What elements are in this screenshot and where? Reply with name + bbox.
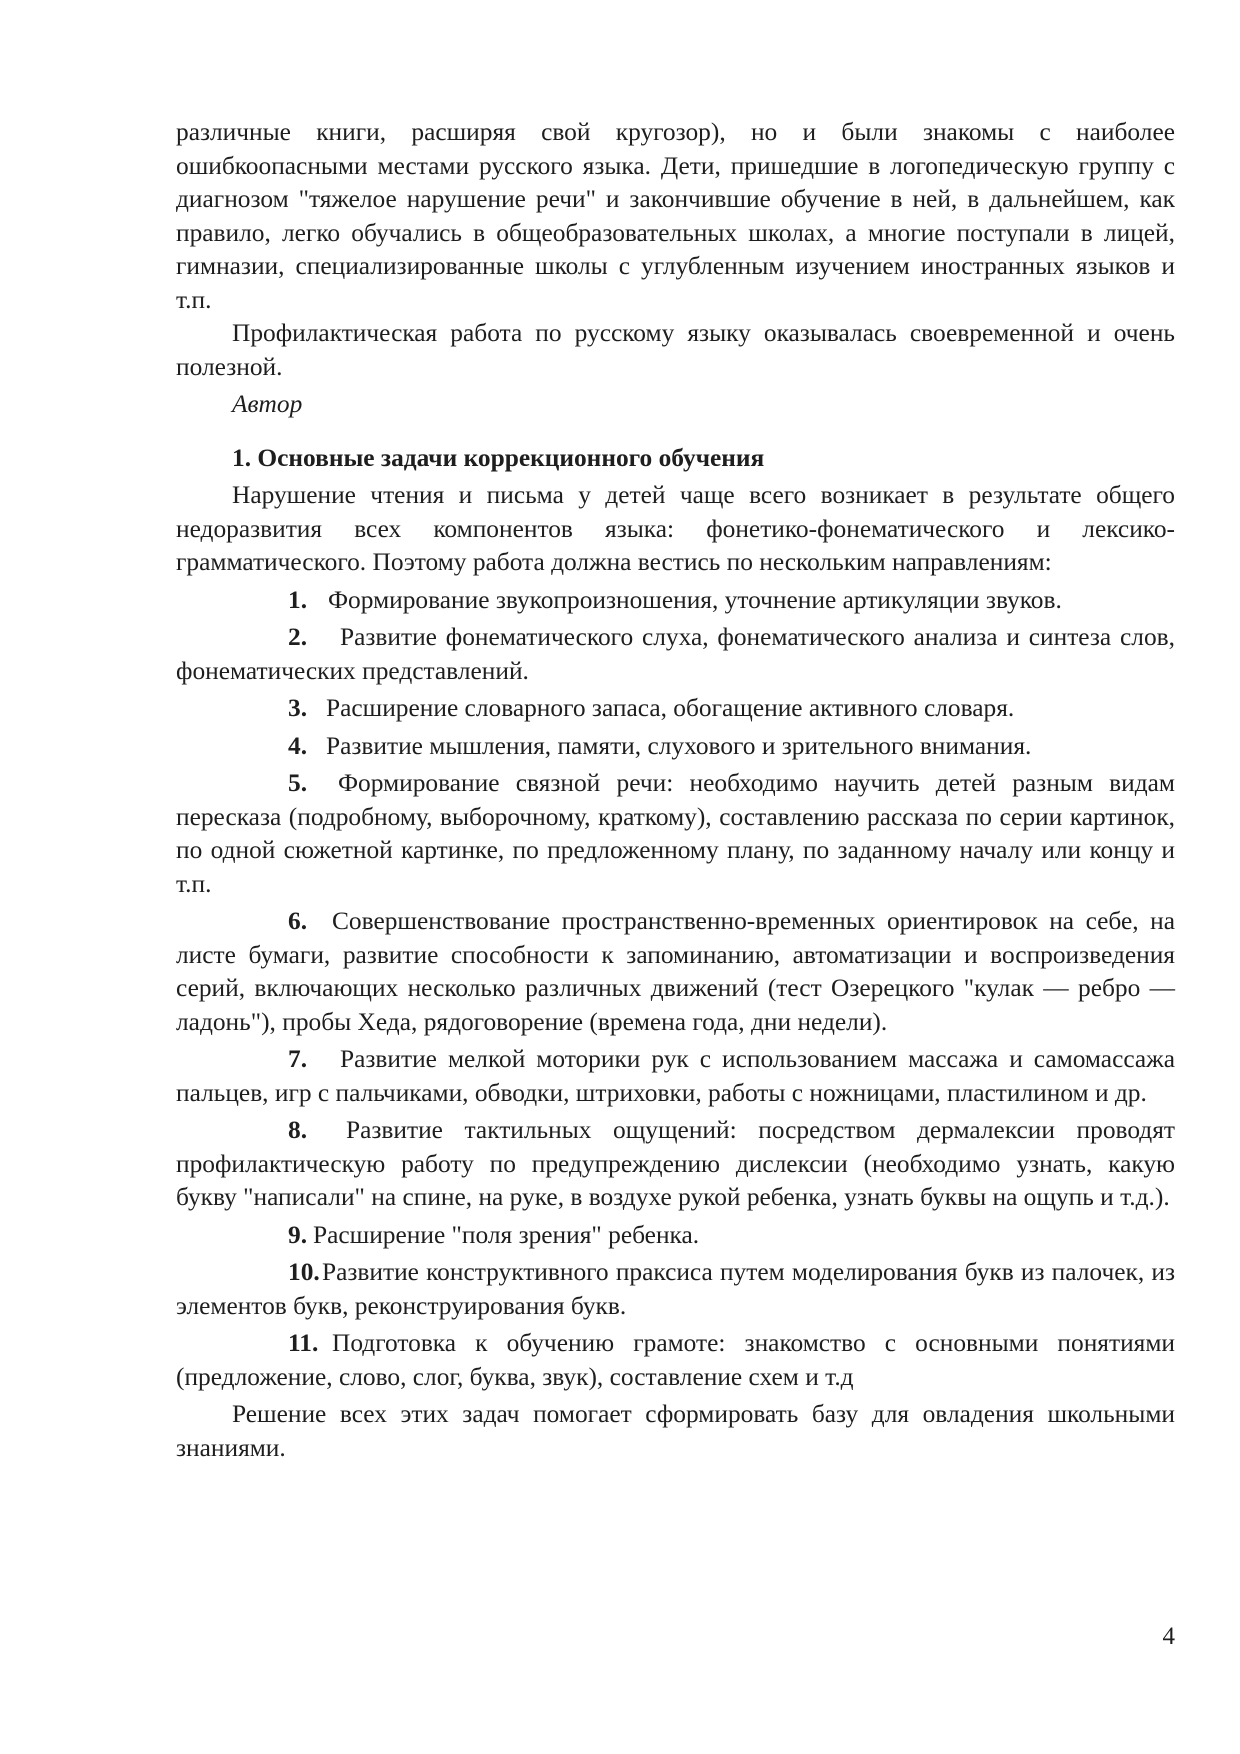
list-item [176,1256,1175,1323]
list-item-text: Формирование звукопроизношения, уточнение артикуляции звуков. [328,585,1062,614]
list-item [176,1219,1175,1253]
list-item [176,692,1175,726]
list-item [176,767,1175,901]
section-heading: 1. Основные задачи коррекционного обучения [232,443,765,472]
list-item-number: 7. [288,1045,308,1073]
list-item [176,621,1175,688]
intro-paragraph-2: Профилактическая работа по русскому языку оказывалась своевременной и очень полезной. [176,319,1175,381]
list-item [176,730,1175,764]
list-item-text: Развитие тактильных ощущений: посредством дермалексии проводят профилактическую работу по предупреждению дислексии (необходимо узнать, какую букву "написали" на спине, на руке, в воздухе рукой ребенка, узнать буквы на ощупь и т.д.). [176,1116,1175,1211]
list-item-number: 3. [288,694,308,722]
list-item-text: Развитие конструктивного праксиса путем моделирования букв из палочек, из элементов букв, реконструирования букв. [176,1258,1175,1320]
list-item-number: 10. [288,1258,320,1286]
list-item-number: 5. [288,769,308,797]
list-item-number: 1. [288,585,308,614]
list-item [176,1043,1175,1110]
list-item-text: Развитие фонематического слуха, фонематического анализа и синтеза слов, фонематических представлений. [176,623,1175,685]
list-item-number: 8. [288,1116,308,1144]
list-item [176,905,1175,1039]
intro-paragraph-1: различные книги, расширяя свой кругозор), но и были знакомы с наиболее ошибкоопасными местами русского языка. Дети, пришедшие в логопедическую группу с диагнозом "тяжелое нарушение речи" и закончившие обучение в ней, в дальнейшем, как правило, легко обучались в общеобразовательных школах, а многие поступали в лицей, гимназии, специализированные школы с углубленным изучением иностранных языков и т.п. [176,118,1175,314]
page-number: 4 [1162,1623,1175,1650]
list-item [176,1327,1175,1394]
closing-paragraph: Решение всех этих задач помогает сформировать базу для овладения школьными знаниями. [176,1400,1175,1462]
list-item-number: 9. [288,1220,308,1249]
list-item-text: Расширение словарного запаса, обогащение активного словаря. [326,694,1015,722]
author-signature: Автор [232,390,303,418]
list-item-text: Совершенствование пространственно-временных ориентировок на себе, на листе бумаги, развитие способности к запоминанию, автоматизации и воспроизведения серий, включающих несколько различных движений (тест Озерецкого "кулак — ребро — ладонь"), пробы Хеда, рядоговорение (времена года, дни недели). [176,907,1175,1036]
list-item-text: Подготовка к обучению грамоте: знакомство с основными понятиями (предложение, слово, слог, буква, звук), составление схем и т.д [176,1329,1175,1391]
list-item-text: Формирование связной речи: необходимо научить детей разным видам пересказа (подробному, выборочному, краткому), составлению рассказа по серии картинок, по одной сюжетной картинке, по предложенному плану, по заданному началу или концу и т.п. [176,769,1175,898]
list-item [176,584,1175,618]
list-item-number: 6. [288,907,308,935]
list-item-text: Развитие мышления, памяти, слухового и зрительного внимания. [326,731,1032,760]
section-lead-paragraph: Нарушение чтения и письма у детей чаще всего возникает в результате общего недоразвития всех компонентов языка: фонетико-фонематического и лексико-грамматического. Поэтому работа должна вестись по нескольким направлениям: [176,481,1175,576]
list-item-number: 11. [288,1329,319,1357]
list-item-number: 4. [288,731,308,760]
list-item [176,1114,1175,1215]
list-item-text: Расширение "поля зрения" ребенка. [313,1220,700,1249]
list-item-text: Развитие мелкой моторики рук с использованием массажа и самомассажа пальцев, игр с пальчиками, обводки, штриховки, работы с ножницами, пластилином и др. [176,1045,1175,1107]
list-item-number: 2. [288,623,308,651]
